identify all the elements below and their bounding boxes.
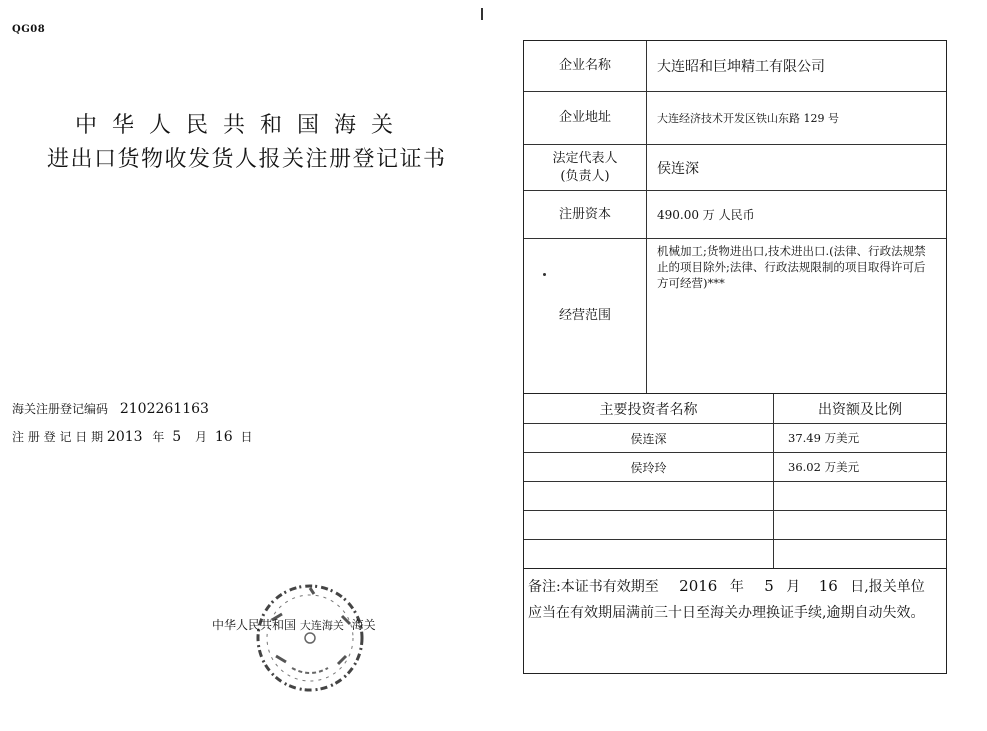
- remark-prefix: 备注:本证书有效期至: [528, 579, 659, 595]
- company-address-row: [524, 92, 946, 145]
- business-scope: 机械加工;货物进出口,技术进出口.(法律、行政法规禁止的项目除外;法律、行政法规限制的项目取得许可后方可经营)***: [657, 244, 926, 290]
- remark-day-suffix: 日,报关单位: [850, 579, 925, 595]
- business-scope-row: [524, 239, 946, 394]
- registration-day: 16: [214, 429, 233, 445]
- legal-representative-row: [524, 145, 946, 191]
- remark-line-1: [528, 573, 942, 600]
- registration-number-row: [12, 400, 209, 417]
- investor-name: 侯连深: [524, 424, 774, 452]
- certificate-title-line-1: 中华人民共和国海关: [75, 113, 409, 138]
- investor-header-row: [524, 394, 946, 424]
- investor-name: 侯玲玲: [524, 453, 774, 481]
- registration-date-label: 注 册 登 记 日 期: [12, 430, 104, 444]
- investor-name-empty: [524, 540, 774, 568]
- investor-name-empty: [524, 482, 774, 510]
- investor-amount-empty: [774, 511, 946, 539]
- business-scope-label: 经营范围: [524, 239, 647, 393]
- table-row: [524, 424, 946, 453]
- registration-number: 2102261163: [119, 401, 209, 417]
- remark-month: 5: [764, 577, 774, 595]
- registered-capital-label: 注册资本: [524, 191, 647, 238]
- form-code: QG08: [12, 24, 46, 35]
- issuer-suffix: 海关: [351, 618, 376, 632]
- remark-day: 16: [818, 577, 838, 595]
- scan-mark: [481, 8, 483, 20]
- issuer-name: 大连海关: [299, 619, 344, 632]
- company-address-label: 企业地址: [524, 92, 647, 144]
- certificate-title-line-2: 进出口货物收发货人报关注册登记证书: [47, 147, 447, 172]
- legal-representative: 侯连深: [657, 160, 699, 177]
- legal-representative-label: [524, 145, 647, 190]
- registration-number-label: 海关注册登记编码: [12, 402, 109, 416]
- certificate-table: [523, 40, 947, 674]
- registration-month-unit: 月: [194, 430, 207, 444]
- registration-day-unit: 日: [240, 430, 253, 444]
- issuing-authority: [212, 616, 376, 633]
- company-name-label: 企业名称: [524, 41, 647, 91]
- legal-representative-label-line-1: 法定代表人: [552, 150, 618, 166]
- investor-amount-empty: [774, 482, 946, 510]
- company-name: 大连昭和巨坤精工有限公司: [657, 59, 825, 75]
- investor-amount-empty: [774, 540, 946, 568]
- company-address: 大连经济技术开发区铁山东路 129 号: [657, 112, 839, 125]
- table-row-empty: [524, 482, 946, 511]
- investor-amount-header: 出资额及比例: [818, 401, 902, 418]
- remark-line-2: 应当在有效期届满前三十日至海关办理换证手续,逾期自动失效。: [528, 605, 925, 621]
- registered-capital-row: [524, 191, 946, 239]
- investor-name-empty: [524, 511, 774, 539]
- company-name-row: [524, 41, 946, 92]
- remark-year: 2016: [679, 577, 718, 595]
- remark-year-unit: 年: [729, 579, 744, 595]
- legal-representative-label-line-2: (负责人): [560, 168, 610, 184]
- registration-year-unit: 年: [152, 430, 165, 444]
- remark-month-unit: 月: [786, 579, 801, 595]
- registration-month: 5: [172, 429, 182, 445]
- issuer-prefix: 中华人民共和国: [212, 618, 297, 632]
- table-row: [524, 453, 946, 482]
- table-row-empty: [524, 540, 946, 569]
- investor-amount: 37.49 万美元: [788, 431, 860, 445]
- investor-amount: 36.02 万美元: [788, 460, 860, 474]
- registered-capital: 490.00 万 人民币: [657, 208, 755, 222]
- registration-year: 2013: [106, 429, 143, 445]
- table-row-empty: [524, 511, 946, 540]
- customs-seal-stamp: [252, 580, 368, 696]
- remark-note: [528, 573, 942, 626]
- investor-name-header: 主要投资者名称: [524, 394, 774, 423]
- registration-date-row: [12, 428, 252, 445]
